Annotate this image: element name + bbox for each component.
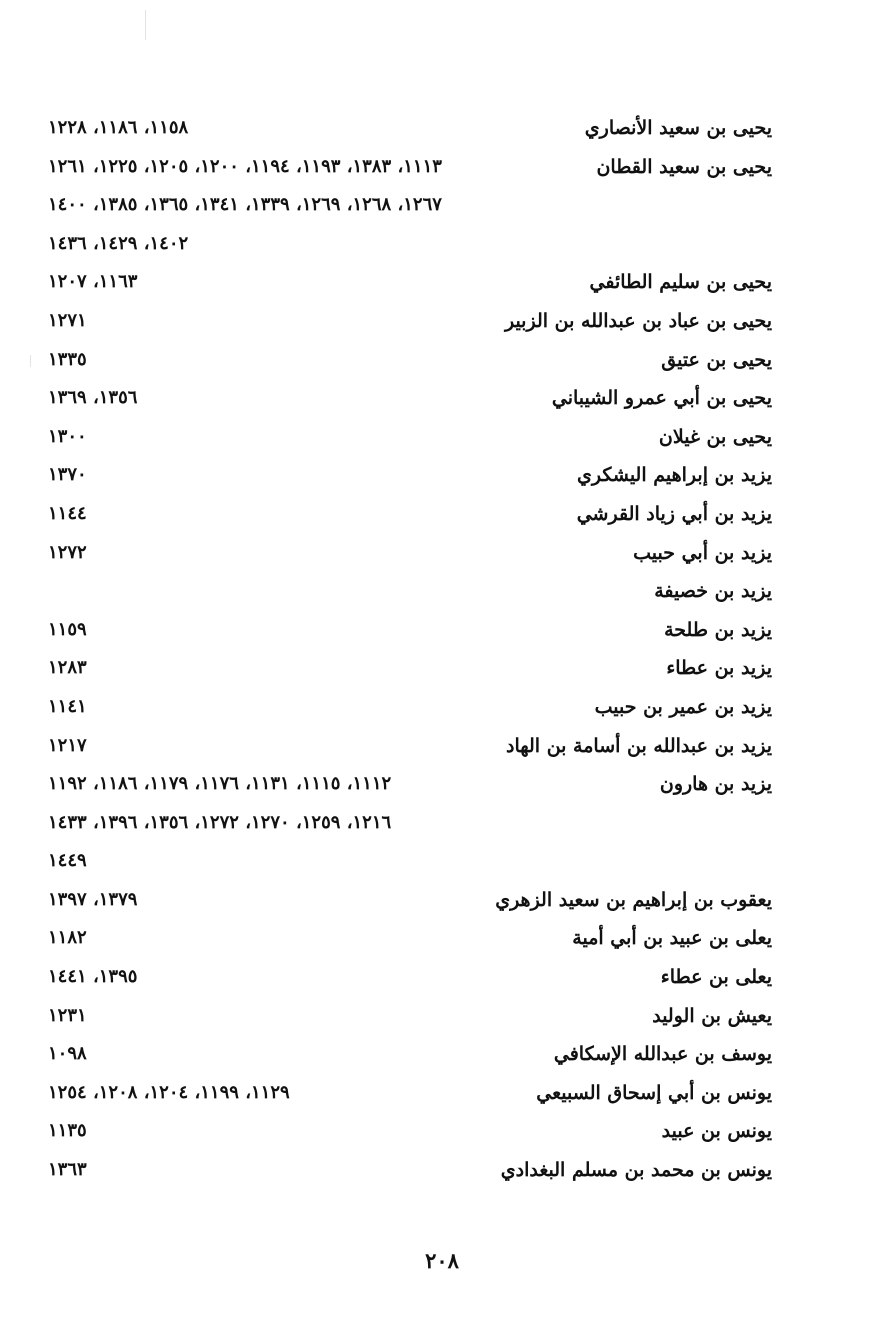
- index-entry: [48, 692, 772, 731]
- entry-name: يونس بن عبيد: [661, 1120, 772, 1143]
- index-entry: [48, 460, 772, 499]
- index-entry: [48, 499, 772, 538]
- index-entry: [48, 846, 772, 885]
- entry-references: ١١١٣، ١٣٨٣، ١١٩٣، ١١٩٤، ١٢٠٠، ١٢٠٥، ١٢٢٥، ١٢٦١: [48, 155, 442, 177]
- entry-references: ١٢٨٣: [48, 657, 87, 679]
- entry-references: ١٣٩٥، ١٤٤١: [48, 966, 138, 988]
- entry-references: ١١٤٤: [48, 502, 87, 524]
- entry-name: يعلى بن عبيد بن أبي أمية: [572, 927, 772, 950]
- entry-name: يحيى بن عتيق: [661, 348, 772, 371]
- index-entry: [48, 808, 772, 847]
- index-entry: [48, 1155, 772, 1194]
- entry-references: ١١٥٨، ١١٨٦، ١٢٢٨: [48, 117, 189, 138]
- entry-references: ١١٣٥: [48, 1120, 87, 1142]
- entry-references: ١٣٣٥: [48, 348, 87, 370]
- entry-name: يحيى بن غيلان: [658, 425, 772, 448]
- entry-name: يعقوب بن إبراهيم بن سعيد الزهري: [495, 888, 772, 911]
- entry-references: ١٢٦٧، ١٢٦٨، ١٢٦٩، ١٣٣٩، ١٣٤١، ١٣٦٥، ١٣٨٥، ١٤٠٠: [48, 194, 442, 216]
- entry-references: ١١١٢، ١١١٥، ١١٣١، ١١٧٦، ١١٧٩، ١١٨٦، ١١٩٢: [48, 773, 392, 795]
- entry-references: ١١٤١: [48, 695, 87, 717]
- entry-name: يزيد بن عمير بن حبيب: [594, 695, 772, 718]
- index-entry: [48, 1039, 772, 1078]
- entry-name: يزيد بن أبي حبيب: [633, 541, 772, 564]
- entry-name: يزيد بن خصيفة: [654, 580, 772, 603]
- entry-references: ١٣٥٦، ١٣٦٩: [48, 387, 138, 409]
- index-entry: [48, 1001, 772, 1040]
- entry-references: ١٤٤٩: [48, 850, 87, 872]
- index-entry: [48, 345, 772, 384]
- entry-references: ١٢٧٢: [48, 541, 87, 563]
- index-entry: [48, 769, 772, 808]
- entry-name: يحيى بن سليم الطائفي: [589, 271, 772, 294]
- index-entry: [48, 1078, 772, 1117]
- entry-references: ١٢٣١: [48, 1004, 87, 1026]
- index-entry: [48, 653, 772, 692]
- index-entry: [48, 422, 772, 461]
- index-entry: [48, 306, 772, 345]
- entry-references: ١١٨٢: [48, 927, 87, 949]
- entry-references: ١٢٧١: [48, 309, 87, 331]
- entry-references: ١٣٧٠: [48, 464, 87, 486]
- entry-name: يعيش بن الوليد: [652, 1004, 772, 1027]
- entry-references: ١١٢٩، ١١٩٩، ١٢٠٤، ١٢٠٨، ١٢٥٤: [48, 1081, 290, 1103]
- index-entry: [48, 190, 772, 229]
- scan-mark: [30, 355, 31, 367]
- entry-name: يحيى بن سعيد الأنصاري: [584, 117, 772, 139]
- index-entry: [48, 923, 772, 962]
- entry-name: يزيد بن عطاء: [666, 657, 772, 680]
- entry-name: يزيد بن أبي زياد القرشي: [576, 502, 772, 525]
- index-entry: [48, 615, 772, 654]
- index-entry: [48, 885, 772, 924]
- entry-references: ١٣٧٩، ١٣٩٧: [48, 888, 138, 910]
- index-entry: [48, 229, 772, 268]
- entry-name: يزيد بن عبدالله بن أسامة بن الهاد: [506, 734, 772, 757]
- entry-name: يزيد بن هارون: [659, 773, 772, 796]
- index-entry: [48, 113, 772, 152]
- scan-mark: [145, 10, 146, 40]
- page-number: ٢٠٨: [425, 1248, 459, 1273]
- entry-references: ١٠٩٨: [48, 1043, 87, 1065]
- entry-references: ١٣٠٠: [48, 425, 87, 447]
- index-entry: [48, 962, 772, 1001]
- entry-name: يعلى بن عطاء: [660, 966, 772, 989]
- entry-name: يونس بن أبي إسحاق السبيعي: [536, 1081, 772, 1104]
- index-entry: [48, 152, 772, 191]
- entry-name: يحيى بن سعيد القطان: [596, 155, 772, 178]
- entry-references: ١٣٦٣: [48, 1159, 87, 1181]
- entry-name: يونس بن محمد بن مسلم البغدادي: [500, 1159, 772, 1182]
- index-entry: [48, 538, 772, 577]
- name-index-list: [48, 113, 772, 1194]
- entry-references: ١١٦٣، ١٢٠٧: [48, 271, 138, 293]
- entry-name: يحيى بن أبي عمرو الشيباني: [551, 387, 772, 410]
- index-entry: [48, 383, 772, 422]
- entry-name: يزيد بن إبراهيم اليشكري: [577, 464, 772, 487]
- entry-references: ١٢١٦، ١٢٥٩، ١٢٧٠، ١٢٧٢، ١٣٥٦، ١٣٩٦، ١٤٣٣: [48, 811, 392, 833]
- entry-references: ١١٥٩: [48, 618, 87, 640]
- entry-name: يزيد بن طلحة: [664, 618, 772, 641]
- entry-references: ١٢١٧: [48, 734, 87, 756]
- index-entry: [48, 267, 772, 306]
- entry-references: ١٤٠٢، ١٤٢٩، ١٤٣٦: [48, 232, 189, 254]
- entry-name: يحيى بن عباد بن عبدالله بن الزبير: [504, 309, 772, 332]
- index-entry: [48, 731, 772, 770]
- index-entry: [48, 576, 772, 615]
- index-entry: [48, 1116, 772, 1155]
- entry-name: يوسف بن عبدالله الإسكافي: [553, 1043, 772, 1066]
